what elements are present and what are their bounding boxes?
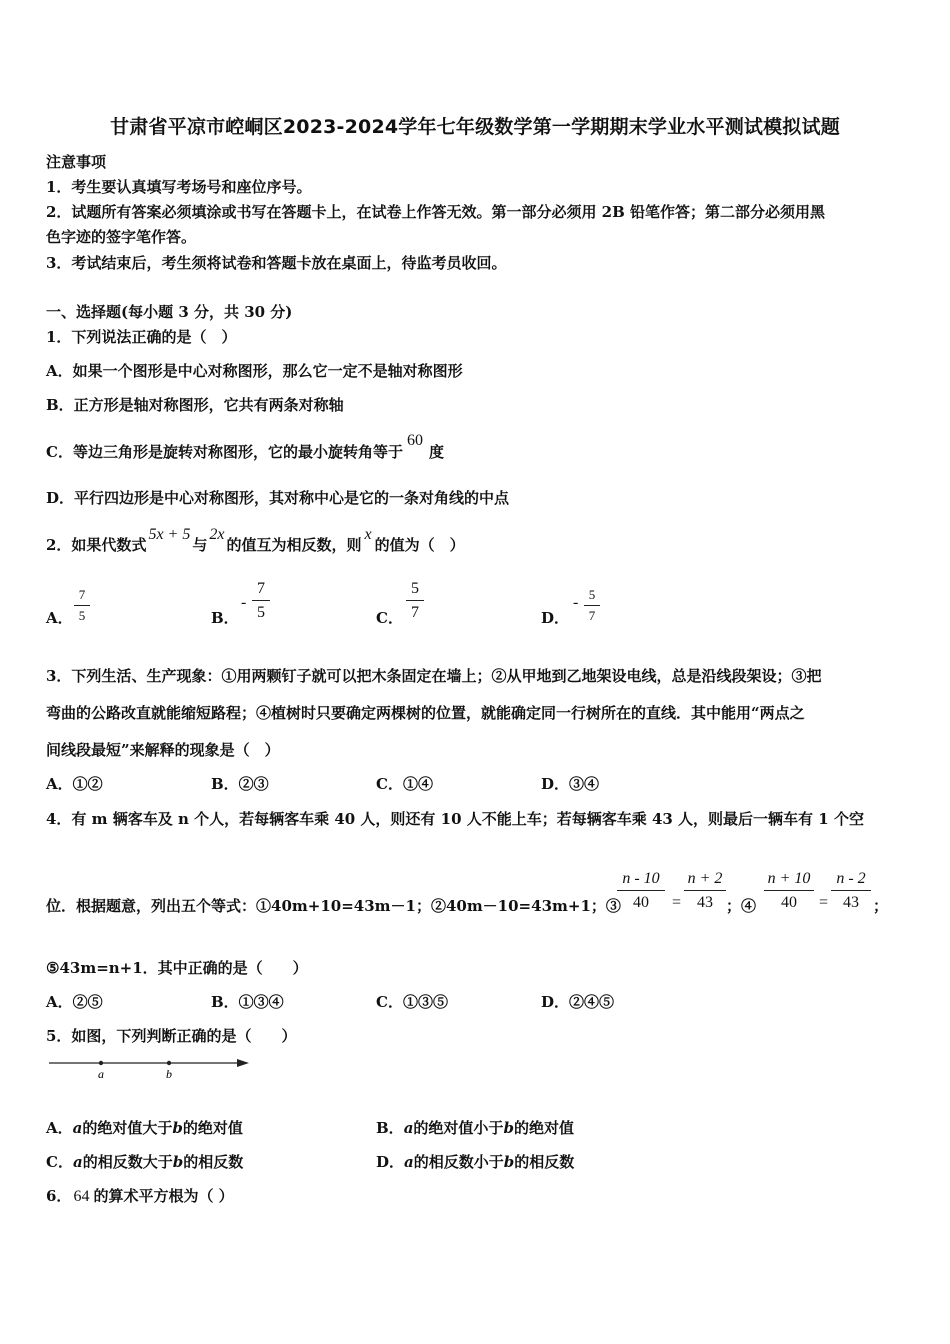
- q6-stem: [46, 1186, 234, 1207]
- q1-option-c-text: C．等边三角形是旋转对称图形，它的最小旋转角等于: [46, 443, 403, 461]
- q4-option-c: C．①③⑤: [376, 993, 448, 1011]
- q5-option-c: [46, 1152, 243, 1172]
- q5-option-b: [376, 1118, 574, 1138]
- q5-option-c-var-b: b: [172, 1153, 184, 1171]
- q5-option-a: [46, 1118, 243, 1138]
- q3-line-2: 弯曲的公路改直就能缩短路程；④植树时只要确定两棵树的位置，就能确定同一行树所在的直线．其中能用“两点之: [46, 704, 805, 722]
- q4-fraction-4: [831, 870, 871, 912]
- number-line-arrow-icon: [237, 1059, 249, 1067]
- q5-option-b-end: 的绝对值: [513, 1119, 574, 1137]
- q4-line-2: 位．根据题意，列出五个等式：①40m+10=43m－1；②40m－10=43m+1；③: [46, 897, 621, 915]
- q4-fraction-3-den: 40: [781, 894, 797, 911]
- q2-option-d-num: 5: [588, 587, 596, 602]
- q5-option-a-end: 的绝对值: [182, 1119, 243, 1137]
- q3-line-1: 3．下列生活、生产现象：①用两颗钉子就可以把木条固定在墙上；②从甲地到乙地架设电线，总是沿线段架设；③把: [46, 667, 822, 685]
- q4-fraction-1: [617, 870, 665, 912]
- q4-fraction-2-num: n + 2: [684, 870, 726, 891]
- q5-option-b-text: 的绝对值小于: [413, 1119, 504, 1137]
- q5-option-a-var-a: a: [72, 1119, 83, 1137]
- q4-equals-2: =: [819, 894, 829, 911]
- q5-option-a-label: A．: [46, 1119, 73, 1137]
- q3-option-c: C．①④: [376, 775, 433, 793]
- q5-option-c-text: 的相反数大于: [82, 1153, 173, 1171]
- q2-stem-pre: 2．如果代数式: [46, 536, 147, 554]
- q2-option-c-fraction: [406, 580, 424, 622]
- q2-stem-post: 的值为（ ）: [374, 536, 465, 554]
- q4-fraction-2: [684, 870, 726, 912]
- q5-option-d-end: 的相反数: [514, 1153, 575, 1171]
- q5-option-c-var-a: a: [72, 1153, 83, 1171]
- q2-option-d-den: 7: [584, 605, 600, 624]
- q2-option-a-num: 7: [78, 587, 86, 602]
- q5-option-b-var-b: b: [503, 1119, 514, 1137]
- q5-option-d: [376, 1152, 574, 1172]
- q2-stem: [46, 526, 465, 556]
- q5-option-d-label: D．: [376, 1153, 405, 1171]
- q1-option-c-number: 60: [406, 432, 423, 449]
- q2-option-c-num: 5: [406, 580, 424, 601]
- q2-option-d-label: D．: [541, 609, 570, 627]
- q5-option-b-label: B．: [376, 1119, 404, 1137]
- q3-option-b: B．②③: [211, 775, 269, 793]
- q2-option-b-num: 7: [252, 580, 270, 601]
- point-b-dot: [167, 1061, 171, 1065]
- q2-stem-mid2: 的值互为相反数，则: [226, 536, 362, 554]
- q5-option-a-var-b: b: [172, 1119, 183, 1137]
- q5-option-a-text: 的绝对值大于: [82, 1119, 173, 1137]
- q2-variable: x: [364, 526, 372, 543]
- q2-option-b-sign: -: [241, 594, 247, 611]
- q1-stem: 1．下列说法正确的是（ ）: [46, 328, 237, 346]
- q2-option-d-sign: -: [573, 594, 579, 611]
- notice-item-1: 1．考生要认真填写考场号和座位序号。: [46, 178, 312, 196]
- q4-line-3: ⑤43m=n+1．其中正确的是（ ）: [46, 959, 308, 977]
- q1-option-b: B．正方形是轴对称图形，它共有两条对称轴: [46, 396, 344, 414]
- q4-end-semicolon: ；: [873, 897, 889, 915]
- q4-option-d: D．②④⑤: [541, 993, 615, 1011]
- q4-fraction-4-num: n - 2: [831, 870, 871, 891]
- q5-option-c-end: 的相反数: [183, 1153, 244, 1171]
- q4-item-4-label: ；④: [726, 897, 757, 915]
- q2-option-b-den: 5: [257, 604, 265, 621]
- q2-stem-mid: 与: [192, 536, 208, 554]
- q5-option-d-var-b: b: [503, 1153, 515, 1171]
- q1-option-d: D．平行四边形是中心对称图形，其对称中心是它的一条对角线的中点: [46, 489, 510, 507]
- q6-text: 的算术平方根为（ ）: [93, 1187, 234, 1205]
- notice-item-2: 2．试题所有答案必须填涂或书写在答题卡上，在试卷上作答无效。第一部分必须用 2B 铅笔作答；第二部分必须用黑: [46, 203, 826, 221]
- q4-option-a: A．②⑤: [46, 993, 103, 1011]
- q3-option-a: A．①②: [46, 775, 103, 793]
- q2-option-d-fraction: [584, 587, 600, 624]
- q4-equals-1: =: [672, 894, 682, 911]
- q5-option-d-text: 的相反数小于: [413, 1153, 504, 1171]
- q1-option-c-unit: 度: [428, 443, 444, 461]
- q2-option-b-fraction: [252, 580, 270, 622]
- q2-option-a-label: A．: [46, 609, 73, 627]
- q4-option-b: B．①③④: [211, 993, 284, 1011]
- q5-stem: 5．如图，下列判断正确的是（ ）: [46, 1027, 297, 1045]
- q2-option-a-den: 5: [74, 605, 90, 624]
- q5-option-d-var-a: a: [404, 1153, 414, 1171]
- q2-option-c-den: 7: [411, 604, 419, 621]
- q4-fraction-1-num: n - 10: [617, 870, 665, 891]
- page-title: 甘肃省平凉市崆峒区2023-2024学年七年级数学第一学期期末学业水平测试模拟试题: [110, 116, 840, 138]
- q6-number: 6．: [46, 1187, 72, 1205]
- q4-fraction-4-den: 43: [843, 894, 859, 911]
- notice-item-3: 3．考试结束后，考生须将试卷和答题卡放在桌面上，待监考员收回。: [46, 254, 507, 272]
- number-line-figure: [46, 1052, 256, 1082]
- q4-fraction-2-den: 43: [697, 894, 713, 911]
- q4-fraction-3-num: n + 10: [764, 870, 814, 891]
- q4-line-1: 4．有 m 辆客车及 n 个人，若每辆客车乘 40 人，则还有 10 人不能上车；若每辆客车乘 43 人，则最后一辆车有 1 个空: [46, 810, 864, 828]
- notice-heading: 注意事项: [46, 153, 107, 171]
- section-heading: 一、选择题(每小题 3 分，共 30 分): [46, 303, 293, 321]
- notice-item-2-cont: 色字迹的签字笔作答。: [46, 228, 197, 246]
- q2-expr-1: 5x + 5: [148, 526, 191, 543]
- q5-option-b-var-a: a: [403, 1119, 414, 1137]
- q4-fraction-1-den: 40: [633, 894, 649, 911]
- q3-line-3: 间线段最短”来解释的现象是（ ）: [46, 741, 280, 759]
- q5-option-c-label: C．: [46, 1153, 73, 1171]
- point-a-dot: [99, 1061, 103, 1065]
- q2-option-b-label: B．: [211, 609, 239, 627]
- q6-value: 64: [73, 1188, 90, 1205]
- point-b-label: b: [166, 1067, 172, 1081]
- point-a-label: a: [98, 1067, 104, 1081]
- q2-option-c-label: C．: [376, 609, 403, 627]
- q4-fraction-3: [764, 870, 814, 912]
- q1-option-a: A．如果一个图形是中心对称图形，那么它一定不是轴对称图形: [46, 362, 463, 380]
- q1-option-c: [46, 432, 444, 463]
- q2-option-a-fraction: [74, 587, 90, 624]
- q2-expr-2: 2x: [209, 526, 225, 543]
- q3-option-d: D．③④: [541, 775, 600, 793]
